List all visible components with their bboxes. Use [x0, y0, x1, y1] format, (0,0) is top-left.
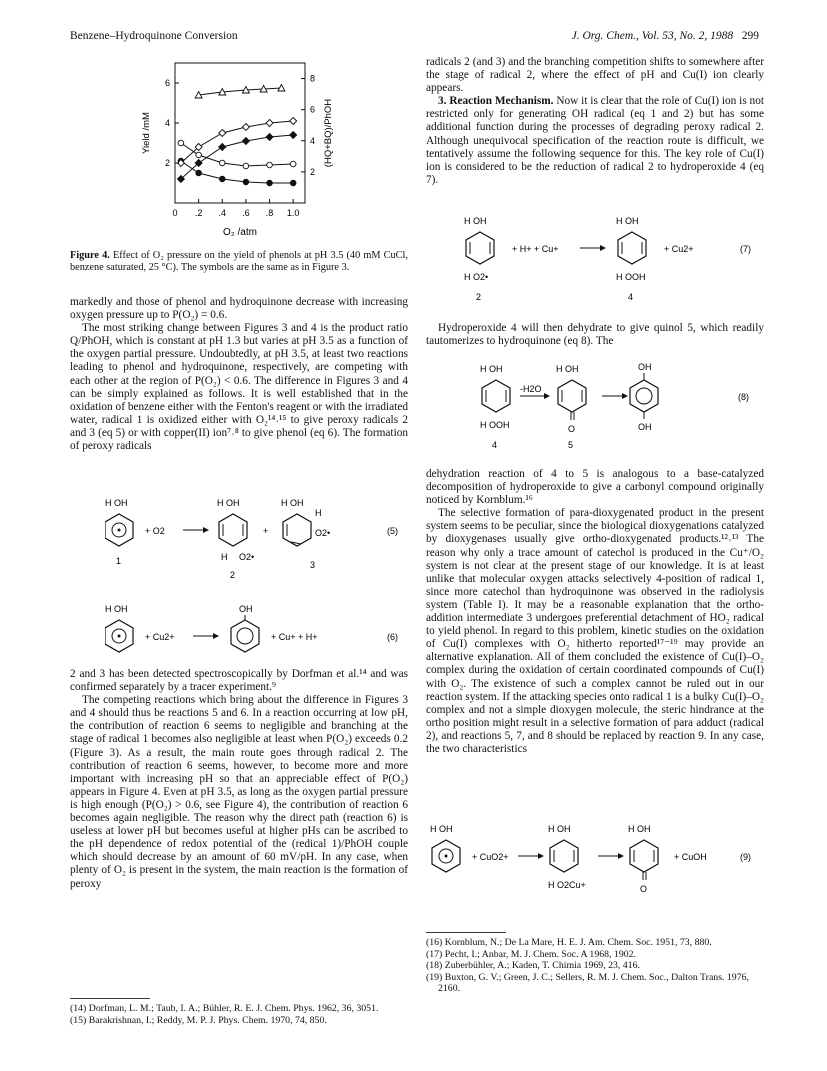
data-point — [290, 118, 297, 125]
reference: (16) Kornblum, N.; De La Mare, H. E. J. Am. Chem. Soc. 1951, 73, 880. — [426, 937, 712, 948]
y-left-tick-label: 6 — [164, 78, 170, 88]
reference: (19) Buxton, G. V.; Green, J. C.; Sellers, R. M. J. Chem. Soc., Dalton Trans. 1976, 2160. — [426, 971, 749, 994]
carbonyl-o-label: O — [640, 884, 648, 894]
reagents-h-cu: + H+ + Cu+ — [512, 244, 559, 254]
footnote-rule — [426, 932, 506, 933]
references-right — [426, 937, 764, 995]
hooh-label: H OOH — [480, 420, 510, 430]
series-line-1 — [199, 88, 282, 95]
x-tick-label: .2 — [194, 208, 203, 218]
ho2cu-label: H O2Cu+ — [548, 880, 586, 890]
ho2-label: H — [221, 552, 228, 562]
data-point — [266, 120, 273, 127]
section-heading: 3. Reaction Mechanism. — [438, 95, 554, 108]
plus-sign: + — [263, 526, 269, 536]
x-tick-label: 0 — [172, 208, 178, 218]
oh-label: OH — [239, 604, 253, 614]
data-point — [267, 180, 273, 186]
paragraph: The competing reactions which bring about the difference in Figures 3 and 4 should thus be reactions 5 and 6. In a reaction occurring at low pH, the contribution of reaction 6 seems to negligible and branching at the stage of radical 1 becomes also negligible at least when P(O₂) exceeds 0.2 (Figure 3). As a result, the main route goes through radical 2. The contribution of reaction 6 seems, however, to become more and more important with increasing pH so that an appreciable effect of P(O₂) appears in Figure 4. Even at pH 3.5, as long as the oxygen partial pressure is high enough (P(O₂) > 0.6, see Figure 4), the contribution of reaction 6 becomes again negligible. The reason why the direct path (reaction 6) is useless at lower pH but becomes useful at higher pHs can be ascribed to the pH dependence of redox potential of the (redical 1)/PhOH couple which should decrease by an amount of 60 mV/pH. In any case, when plenty of O₂ is present in the system, the main reaction is the formation of peroxy — [70, 694, 408, 890]
data-point — [196, 152, 202, 158]
paragraph — [426, 95, 764, 187]
y-left-tick-label: 4 — [164, 118, 170, 128]
oh-label: OH — [638, 362, 652, 372]
compound-number: 2 — [230, 570, 236, 580]
y-right-tick-label: 4 — [310, 135, 316, 146]
x-axis-label: O₂ /atm — [223, 227, 257, 238]
compound-number: 3 — [310, 560, 316, 570]
paragraph: Hydroperoxide 4 will then dehydrate to give quinol 5, which readily tautomerizes to hydroquinone (eq 8). The — [426, 322, 764, 348]
figure-label: Figure 4. — [70, 250, 110, 261]
x-tick-label: 1.0 — [286, 208, 300, 218]
equation-6 — [105, 602, 405, 662]
product-cu2: + Cu2+ — [664, 244, 694, 254]
reagent-o2: + O2 — [145, 526, 165, 536]
section-text: Now it is clear that the role of Cu(I) ion is not restricted only for generating OH radical (eq 1 and 2) but has some additional function during the processes of degrading peroxy radical 2. Although unequivocal specification of the reaction route is difficult, we tentatively assume the following sequence for this. The key role of Cu(I) ion is considered to be the reduction of radical 2 to hydroperoxide 4 (eq 7). — [426, 95, 764, 186]
data-point — [290, 180, 296, 186]
equation-number: (6) — [387, 632, 398, 642]
data-point — [242, 124, 249, 131]
paragraph: The selective formation of para-dioxygenated product in the present system seems to be peculiar, since the biological dioxygenations catalyzed by dioxygenases usually give ortho-dioxygenated products.¹²˒¹³ The reason why only a trace amount of catechol is produced in the Cu⁺/O₂ system is not clear at the present stage of our knowledge. It is at least unlike that molecular oxygen attacks selectively 4-position of radical 1, since more catechol than hydroquinone was observed in the radiolysis system (Table I). It may be a reasonable explanation that the ortho-addition intermediate 3 undergoes preferential detachment of HO₂ radical to yield phenol. In regard to this problem, kinetic studies on the oxidation of Cu(I) complexes with O₂ hitherto reported¹⁷⁻¹⁹ may provide an alternative explanation. All of them concluded the existence of Cu(I)–O₂ complex during the oxidation of certain coordinated compounds of Cu(I) with O₂. The existence of such a complex cannot be ruled out in our reaction system. If the attacking species onto radical 1 is a bulky Cu(I)–O₂ complex and not a simple dioxygen molecule, the steric hindrance at the ortho position might result in a selective formation of para adduct (radical 2), and reactions 5, 7, and 8 should be replaced by reaction 9. In any case, the two characteristics — [426, 507, 764, 755]
ho2r-label: H O2• — [464, 272, 489, 282]
data-point — [243, 163, 249, 169]
ho-label: H OH — [281, 498, 304, 508]
hooh-label: H OOH — [616, 272, 646, 282]
col2-block-b — [426, 322, 764, 348]
compound-number: 2 — [476, 292, 482, 302]
figure-4-chart — [105, 55, 355, 245]
x-tick-label: .8 — [265, 208, 274, 218]
paragraph: radicals 2 (and 3) and the branching competition shifts to somewhere after the stage of radical 2, where the effect of pH and Cu(I) ion clearly appears. — [426, 56, 764, 95]
plot-frame — [175, 63, 305, 203]
compound-number: 5 — [568, 440, 574, 450]
paragraph: The most striking change between Figures 3 and 4 is the product ratio Q/PhOH, which is constant at pH 1.3 but varies at pH 3.5 as a function of the oxygen partial pressure. Undoubtedly, at pH 3.5, at least two reactions leading to phenol and hydroquinone, respectively, are competing with each other at the region of P(O₂) < 0.6. The difference in Figures 3 and 4 can be simply explained as follows. It is well established that in the oxidation of benzene either with the Fenton's reagent or with the irradiated water, radical 1 is oxidized either with O₂¹⁴˒¹⁵ to give peroxy radicals 2 and 3 (eq 5) or with copper(II) ion⁷˒⁸ to give phenol (eq 6). The formation of peroxy radicals — [70, 322, 408, 453]
compound-number: 4 — [628, 292, 634, 302]
ho-label: H OH — [105, 604, 128, 614]
equation-8 — [480, 362, 765, 462]
y-right-axis-label: (HQ+BQ)/PhOH — [323, 98, 334, 168]
peroxy-radical-3 — [281, 498, 330, 570]
ho-label: H OH — [616, 216, 639, 226]
running-header-left: Benzene–Hydroquinone Conversion — [70, 30, 238, 42]
equation-7 — [450, 214, 765, 314]
data-point — [267, 162, 273, 168]
y-right-tick-label: 6 — [310, 104, 316, 115]
reference: (15) Barakrishnan, I.; Reddy, M. P. J. Phys. Chem. 1970, 74, 850. — [70, 1014, 327, 1026]
ho-label: H OH — [480, 364, 503, 374]
ho-label: H OH — [556, 364, 579, 374]
data-point — [219, 176, 225, 182]
ho-label: H OH — [548, 824, 571, 834]
col2-block-c — [426, 468, 764, 756]
ho-label: H OH — [464, 216, 487, 226]
reference: (17) Pecht, I.; Anbar, M. J. Chem. Soc. A 1968, 1902. — [426, 948, 636, 960]
dehydration-label: -H2O — [520, 384, 542, 394]
paragraph: dehydration reaction of 4 to 5 is analogous to a base-catalyzed decomposition of hydroperoxide to give a carbonyl compound originally noticed by Kornblum.¹⁶ — [426, 468, 764, 507]
data-point — [219, 160, 225, 166]
figure-4-caption — [70, 250, 408, 274]
y-left-tick-label: 2 — [164, 158, 170, 168]
equation-number: (9) — [740, 852, 751, 862]
equation-9 — [428, 822, 768, 922]
o2-radical-label: O2• — [239, 552, 255, 562]
data-point — [242, 138, 249, 145]
compound-number: 1 — [116, 556, 122, 566]
compound-number: 4 — [492, 440, 498, 450]
equation-number: (8) — [738, 392, 749, 402]
y-right-tick-label: 2 — [310, 166, 316, 177]
footnote-rule — [70, 998, 150, 999]
paragraph: 2 and 3 has been detected spectroscopically by Dorfman et al.¹⁴ and was confirmed separately by a tracer experiment.⁹ — [70, 668, 408, 694]
reagent-cu2: + Cu2+ — [145, 632, 175, 642]
data-point — [178, 140, 184, 146]
equation-number: (7) — [740, 244, 751, 254]
h-label: H — [315, 508, 322, 518]
o2-radical-label: O2• — [315, 528, 331, 538]
ho-label: H OH — [628, 824, 651, 834]
data-point — [196, 170, 202, 176]
ho-label: H OH — [430, 824, 453, 834]
data-point — [219, 144, 226, 151]
col1-block-b — [70, 668, 408, 891]
data-point — [243, 179, 249, 185]
running-header-right — [572, 30, 759, 42]
col2-block-a — [426, 56, 764, 187]
oh-label: OH — [638, 422, 652, 432]
carbonyl-o-label: O — [568, 424, 576, 434]
y-right-tick-label: 8 — [310, 73, 316, 84]
equation-number: (5) — [387, 526, 398, 536]
x-tick-label: .6 — [242, 208, 250, 218]
data-point — [290, 132, 297, 139]
data-point — [266, 134, 273, 141]
y-left-axis-label: Yield /mM — [141, 112, 152, 154]
products-cu-h: + Cu+ + H+ — [271, 632, 318, 642]
cyclohexadienyl-radical-1 — [105, 498, 133, 566]
reagent-cuo2: + CuO2+ — [472, 852, 509, 862]
peroxy-radical-2 — [217, 498, 254, 580]
ho-label: H OH — [217, 498, 240, 508]
data-point — [290, 161, 296, 167]
reference: (18) Zuberbühler, A.; Kaden, T. Chimia 1969, 23, 416. — [426, 960, 640, 971]
x-tick-label: .4 — [218, 208, 227, 218]
figure-caption-text: Effect of O₂ pressure on the yield of phenols at pH 3.5 (40 mM CuCl, benzene saturated, 25 °C). The symbols are the same as in Figure 3. — [70, 250, 408, 273]
reference: (14) Dorfman, L. M.; Taub, I. A.; Bühler, R. E. J. Chem. Phys. 1962, 36, 3051. — [70, 1003, 379, 1014]
equation-5 — [105, 496, 405, 606]
references-left — [70, 1003, 408, 1026]
paragraph: markedly and those of phenol and hydroquinone decrease with increasing oxygen pressure up to P(O₂) = 0.6. — [70, 296, 408, 322]
col1-block-a — [70, 296, 408, 453]
page-number: 299 — [741, 30, 759, 42]
ho-label: H OH — [105, 498, 128, 508]
data-point — [219, 130, 226, 137]
journal-citation: J. Org. Chem., Vol. 53, No. 2, 1988 — [571, 30, 734, 42]
product-cuoh: + CuOH — [674, 852, 707, 862]
